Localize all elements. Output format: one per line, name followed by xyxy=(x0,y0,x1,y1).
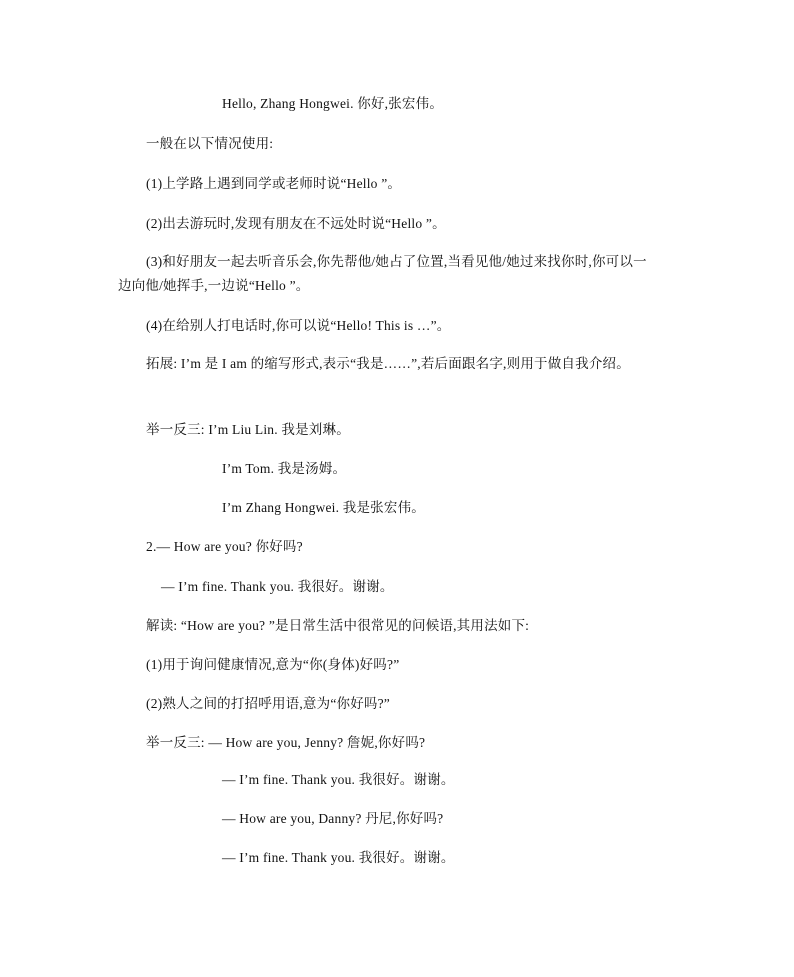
section-2-answer: — I’m fine. Thank you. 我很好。谢谢。 xyxy=(161,579,394,594)
usage-item-2: (2)出去游玩时,发现有朋友在不远处时说“Hello ”。 xyxy=(146,216,446,231)
usage-item-3: (3)和好朋友一起去听音乐会,你先帮他/她占了位置,当看见他/她过来找你时,你可以一边向他/她挥手,一边说“Hello ”。 xyxy=(118,254,647,293)
practice-example-zhang: I’m Zhang Hongwei. 我是张宏伟。 xyxy=(222,500,425,515)
interpretation-item-2: (2)熟人之间的打招呼用语,意为“你好吗?” xyxy=(146,696,390,711)
practice-answer-jenny: — I’m fine. Thank you. 我很好。谢谢。 xyxy=(222,772,455,787)
section-2-question: 2.— How are you? 你好吗? xyxy=(146,539,303,554)
usage-intro: 一般在以下情况使用: xyxy=(146,136,274,151)
usage-item-4: (4)在给别人打电话时,你可以说“Hello! This is …”。 xyxy=(146,318,451,333)
practice-answer-danny: — I’m fine. Thank you. 我很好。谢谢。 xyxy=(222,850,455,865)
interpretation-item-1: (1)用于询问健康情况,意为“你(身体)好吗?” xyxy=(146,657,400,672)
practice-heading-1: 举一反三: I’m Liu Lin. 我是刘琳。 xyxy=(146,422,350,437)
practice-example-tom: I’m Tom. 我是汤姆。 xyxy=(222,461,347,476)
practice-heading-2: 举一反三: — How are you, Jenny? 詹妮,你好吗? xyxy=(146,735,426,750)
example-hello-zhang-hongwei: Hello, Zhang Hongwei. 你好,张宏伟。 xyxy=(222,96,444,111)
usage-item-1: (1)上学路上遇到同学或老师时说“Hello ”。 xyxy=(146,176,402,191)
interpretation-heading: 解读: “How are you? ”是日常生活中很常见的问候语,其用法如下: xyxy=(146,618,530,633)
extension-note: 拓展: I’m 是 I am 的缩写形式,表示“我是……”,若后面跟名字,则用于做自我介绍。 xyxy=(146,356,630,371)
practice-question-danny: — How are you, Danny? 丹尼,你好吗? xyxy=(222,811,444,826)
